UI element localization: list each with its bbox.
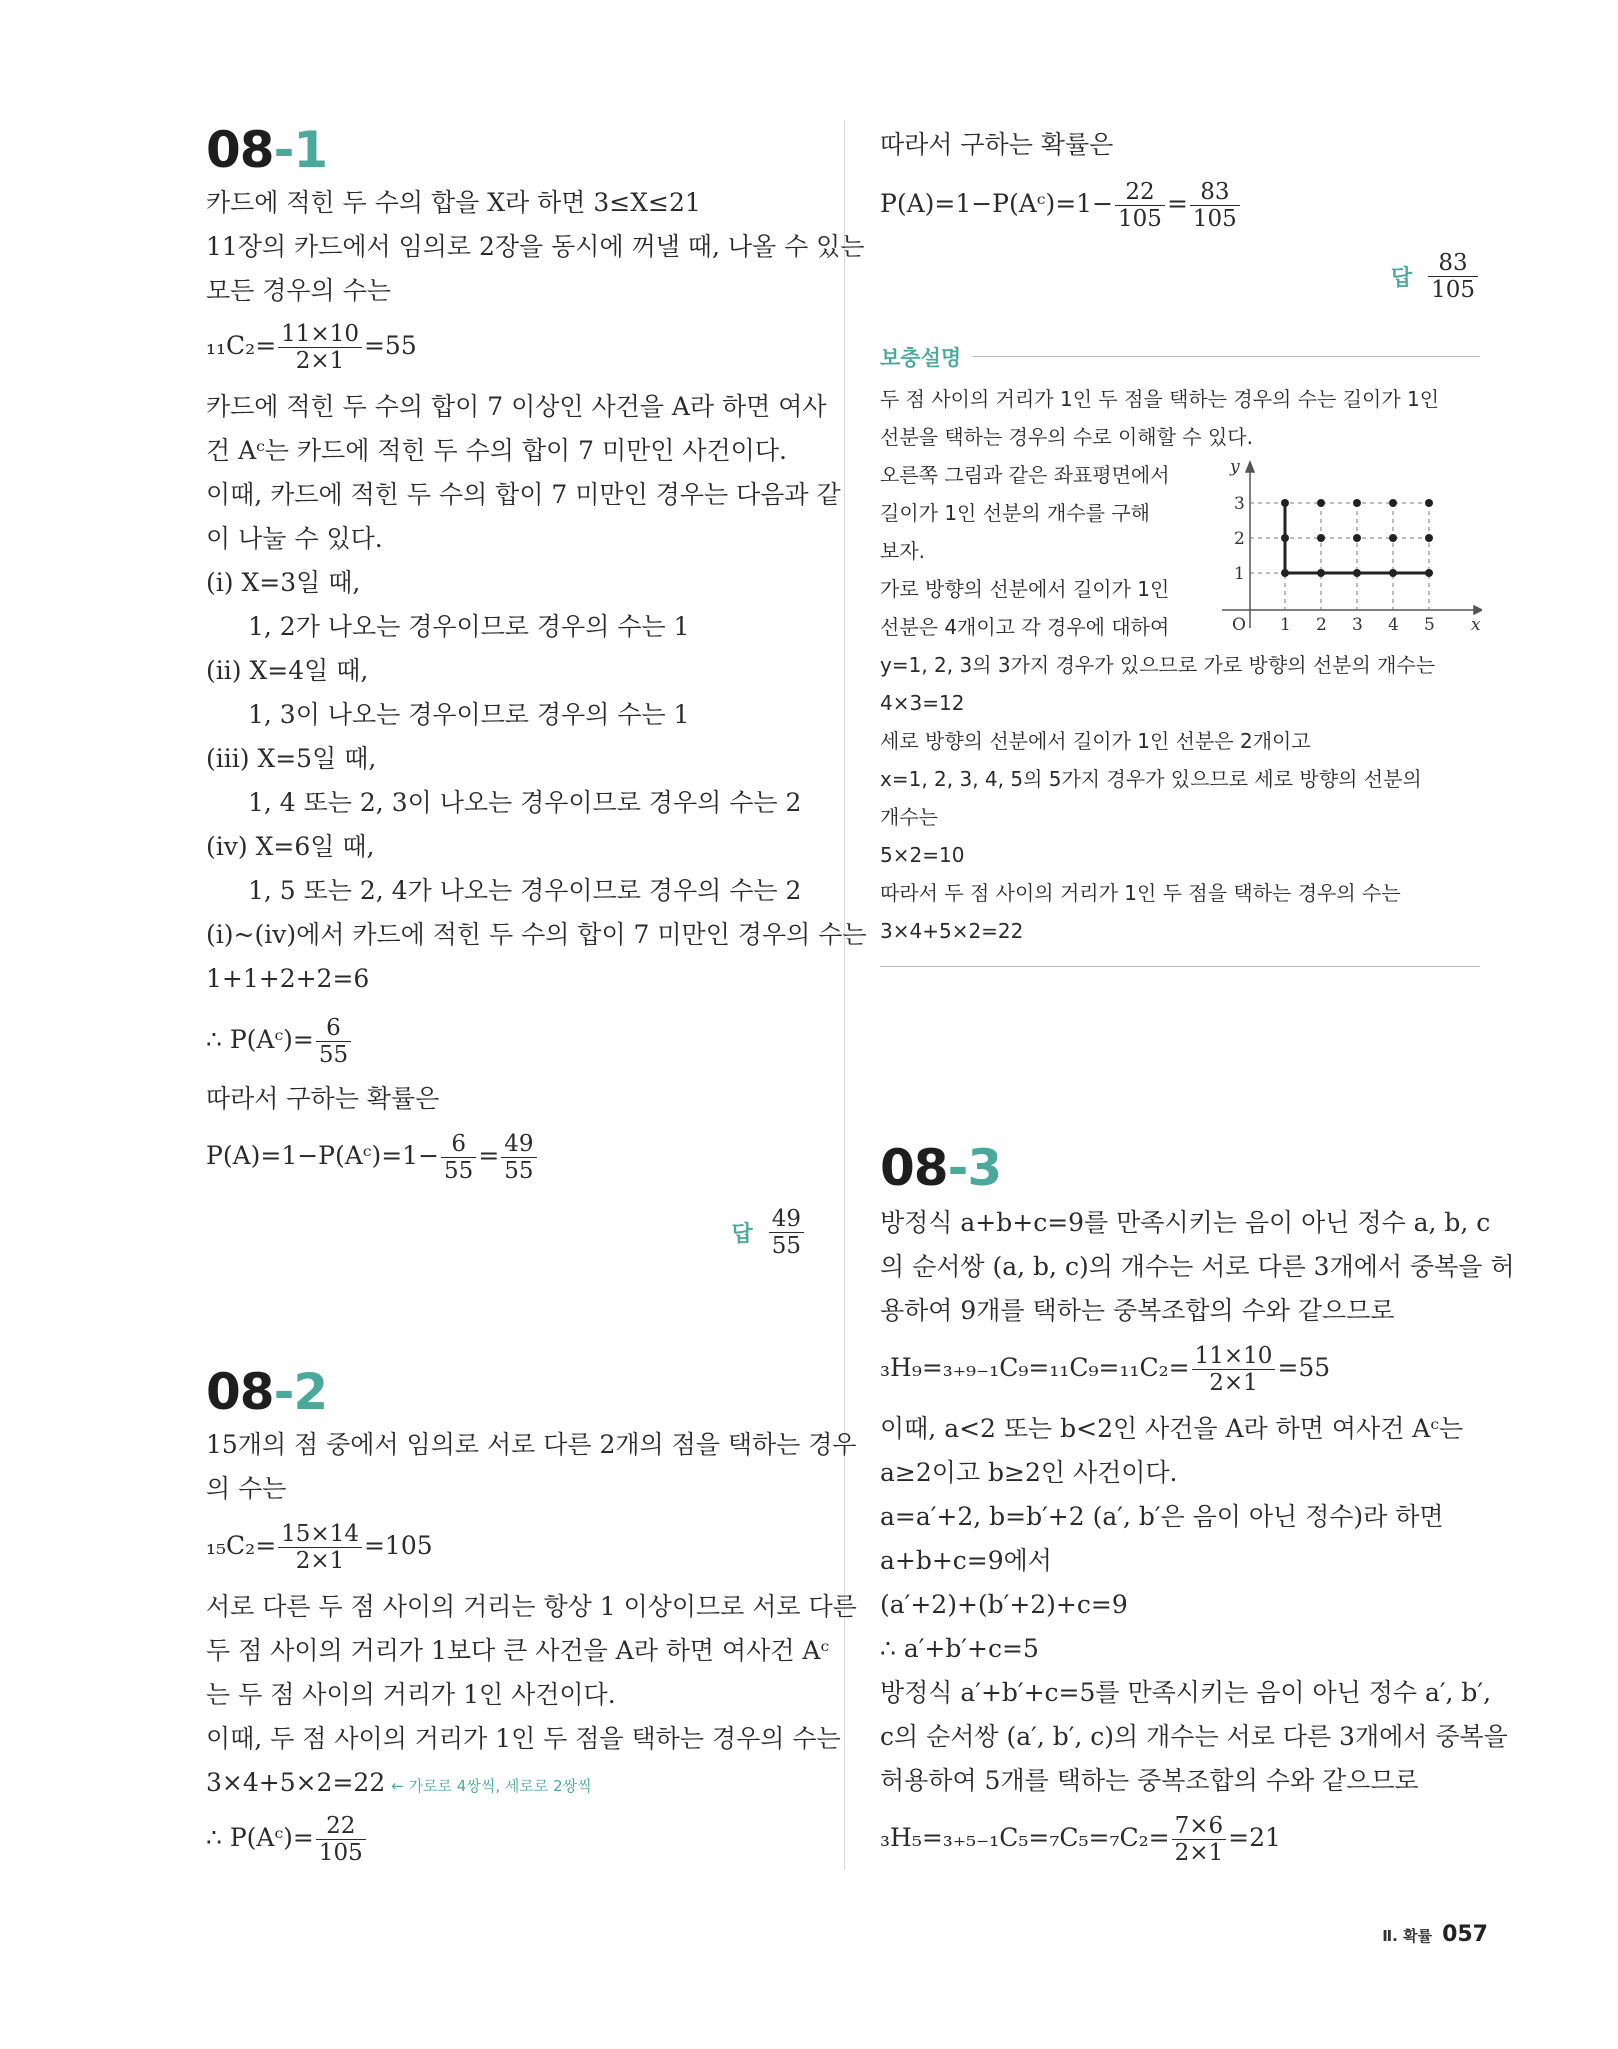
text-line: 1+1+2+2=6 — [206, 964, 370, 993]
supplement-line: 선분을 택하는 경우의 수로 이해할 수 있다. — [880, 425, 1253, 449]
case-text: 1, 5 또는 2, 4가 나오는 경우이므로 경우의 수는 2 — [248, 876, 802, 905]
text-line: ∴ a′+b′+c=5 — [880, 1634, 1039, 1663]
case-label: (ⅳ) X=6일 때, — [206, 832, 375, 861]
x-axis-arrow — [1474, 606, 1482, 614]
calc-line: 3×4+5×2=22 ← 가로로 4쌍씩, 세로로 2쌍씩 — [206, 1768, 592, 1797]
supplement-line: 3×4+5×2=22 — [880, 919, 1024, 943]
y-axis-label: y — [1230, 458, 1240, 477]
text-line: 건 Aᶜ는 카드에 적힌 두 수의 합이 7 미만인 사건이다. — [206, 436, 787, 465]
text-line: 허용하여 5개를 택하는 중복조합의 수와 같으므로 — [880, 1766, 1419, 1795]
case-label: (ⅰ) X=3일 때, — [206, 568, 361, 597]
text-line: 카드에 적힌 두 수의 합을 X라 하면 3≤X≤21 — [206, 188, 701, 217]
text-line: 의 순서쌍 (a, b, c)의 개수는 서로 다른 3개에서 중복을 허 — [880, 1252, 1515, 1281]
text-line: 이 나눌 수 있다. — [206, 524, 383, 553]
equation-probability-complement: ∴ P(Aᶜ)= $\frac{22}{105}$ — [206, 1810, 368, 1866]
x-axis-label: x — [1471, 615, 1481, 635]
equation-probability-complement: ∴ P(Aᶜ)= $\frac{6}{55}$ — [206, 1012, 353, 1068]
y-tick-label: 2 — [1234, 529, 1245, 549]
fraction: $\frac{6}{55}$ — [441, 1131, 476, 1184]
x-tick-label: 4 — [1388, 615, 1399, 635]
text-line: (a′+2)+(b′+2)+c=9 — [880, 1590, 1128, 1619]
x-tick-label: 2 — [1316, 615, 1327, 635]
side-note: ← 가로로 4쌍씩, 세로로 2쌍씩 — [391, 1777, 592, 1795]
answer-08-2: 답 $\frac{83}{105}$ — [1391, 250, 1480, 303]
text-line: 모든 경우의 수는 — [206, 276, 391, 305]
fraction: $\frac{83}{105}$ — [1428, 250, 1478, 303]
chapter-label: Ⅱ. 확률 — [1382, 1927, 1433, 1945]
text-line: 두 점 사이의 거리가 1보다 큰 사건을 A라 하면 여사건 Aᶜ — [206, 1636, 830, 1665]
equation-combination: ₁₅C₂= $\frac{15\times 14}{2\times 1}$ =105 — [206, 1521, 433, 1574]
text-line: a≥2이고 b≥2인 사건이다. — [880, 1458, 1178, 1487]
supplement-line: 4×3=12 — [880, 691, 965, 715]
fraction: $\frac{22}{105}$ — [316, 1813, 366, 1866]
case-label: (ⅲ) X=5일 때, — [206, 744, 377, 773]
problem-heading-08-3: 08-3 — [880, 1139, 1002, 1197]
text-line: a=a′+2, b=b′+2 (a′, b′은 음이 아닌 정수)라 하면 — [880, 1502, 1444, 1531]
text-line: 방정식 a′+b′+c=5를 만족시키는 음이 아닌 정수 a′, b′, — [880, 1678, 1492, 1707]
supplement-line: 따라서 두 점 사이의 거리가 1인 두 점을 택하는 경우의 수는 — [880, 881, 1401, 905]
text-line: 이때, 두 점 사이의 거리가 1인 두 점을 택하는 경우의 수는 — [206, 1724, 841, 1753]
case-text: 1, 4 또는 2, 3이 나오는 경우이므로 경우의 수는 2 — [248, 788, 802, 817]
text-line: 15개의 점 중에서 임의로 서로 다른 2개의 점을 택하는 경우 — [206, 1430, 857, 1459]
supplement-line: 보자. — [880, 539, 925, 563]
text-line: 11장의 카드에서 임의로 2장을 동시에 꺼낼 때, 나올 수 있는 — [206, 232, 865, 261]
text-line: (ⅰ)~(ⅳ)에서 카드에 적힌 두 수의 합이 7 미만인 경우의 수는 — [206, 920, 867, 949]
supplement-title: 보충설명 — [880, 346, 962, 370]
text-line: 따라서 구하는 확률은 — [880, 130, 1114, 159]
fraction: $\frac{11\times 10}{2\times 1}$ — [1192, 1343, 1276, 1396]
x-tick-label: 5 — [1424, 615, 1435, 635]
text-line: 서로 다른 두 점 사이의 거리는 항상 1 이상이므로 서로 다른 — [206, 1592, 857, 1621]
text-line: 는 두 점 사이의 거리가 1인 사건이다. — [206, 1680, 616, 1709]
text-line: 이때, 카드에 적힌 두 수의 합이 7 미만인 경우는 다음과 같 — [206, 480, 841, 509]
text-line: 이때, a<2 또는 b<2인 사건을 A라 하면 여사건 Aᶜ는 — [880, 1414, 1464, 1443]
supplement-line: 5×2=10 — [880, 843, 965, 867]
supplement-line: 가로 방향의 선분에서 길이가 1인 — [880, 577, 1170, 601]
fraction: $\frac{7\times 6}{2\times 1}$ — [1172, 1813, 1227, 1866]
fraction: $\frac{6}{55}$ — [316, 1015, 351, 1068]
text-line: a+b+c=9에서 — [880, 1546, 1052, 1575]
y-tick-label: 3 — [1234, 494, 1245, 514]
case-label: (ⅱ) X=4일 때, — [206, 656, 369, 685]
origin-label: O — [1232, 615, 1246, 635]
coordinate-grid-figure — [1212, 458, 1482, 638]
text-line: 용하여 9개를 택하는 중복조합의 수와 같으므로 — [880, 1296, 1395, 1325]
case-text: 1, 3이 나오는 경우이므로 경우의 수는 1 — [248, 700, 690, 729]
text-line: 방정식 a+b+c=9를 만족시키는 음이 아닌 정수 a, b, c — [880, 1208, 1491, 1237]
supplement-line: 두 점 사이의 거리가 1인 두 점을 택하는 경우의 수는 길이가 1인 — [880, 387, 1440, 411]
equation-probability: P(A)=1−P(Aᶜ)=1− $\frac{6}{55}$ = $\frac{49}{55}$ — [206, 1128, 539, 1184]
supplement-line: x=1, 2, 3, 4, 5의 5가지 경우가 있으므로 세로 방향의 선분의 — [880, 767, 1422, 791]
supplement-line: 세로 방향의 선분에서 길이가 1인 선분은 2개이고 — [880, 729, 1311, 753]
fraction: $\frac{15\times 14}{2\times 1}$ — [278, 1521, 362, 1574]
text-line: 따라서 구하는 확률은 — [206, 1084, 440, 1113]
problem-heading-08-2: 08-2 — [206, 1363, 328, 1421]
page-footer — [1382, 1922, 1488, 1947]
text-line: c의 순서쌍 (a′, b′, c)의 개수는 서로 다른 3개에서 중복을 — [880, 1722, 1508, 1751]
case-text: 1, 2가 나오는 경우이므로 경우의 수는 1 — [248, 612, 690, 641]
problem-heading-08-1: 08-1 — [206, 121, 328, 179]
supplement-line: 길이가 1인 선분의 개수를 구해 — [880, 501, 1150, 525]
equation-combination: ₁₁C₂= $\frac{11\times 10}{2\times 1}$ =55 — [206, 321, 417, 374]
fraction: $\frac{49}{55}$ — [769, 1206, 804, 1259]
fraction: $\frac{22}{105}$ — [1115, 179, 1165, 232]
equation-multichoose: ₃H₉=₃₊₉₋₁C₉=₁₁C₉=₁₁C₂= $\frac{11\times 10}{2\times 1}$ =55 — [880, 1343, 1331, 1396]
y-axis-arrow — [1246, 462, 1254, 472]
answer-08-1: 답 $\frac{49}{55}$ — [731, 1206, 806, 1259]
supplement-line: y=1, 2, 3의 3가지 경우가 있으므로 가로 방향의 선분의 개수는 — [880, 653, 1436, 677]
fraction: $\frac{83}{105}$ — [1190, 179, 1240, 232]
y-tick-label: 1 — [1234, 564, 1245, 584]
equation-multichoose: ₃H₅=₃₊₅₋₁C₅=₇C₅=₇C₂= $\frac{7\times 6}{2\times 1}$ =21 — [880, 1813, 1281, 1866]
page-number: 057 — [1442, 1922, 1488, 1947]
supplement-line: 선분은 4개이고 각 경우에 대하여 — [880, 615, 1170, 639]
supplement-bottom-rule — [880, 966, 1480, 967]
equation-probability: P(A)=1−P(Aᶜ)=1− $\frac{22}{105}$ = $\frac{83}{105}$ — [880, 176, 1242, 232]
text-line: 의 수는 — [206, 1474, 287, 1503]
text-line: 카드에 적힌 두 수의 합이 7 이상인 사건을 A라 하면 여사 — [206, 392, 827, 421]
supplement-line: 오른쪽 그림과 같은 좌표평면에서 — [880, 463, 1170, 487]
x-tick-label: 3 — [1352, 615, 1363, 635]
fraction: $\frac{11\times 10}{2\times 1}$ — [278, 321, 362, 374]
supplement-title-rule — [972, 356, 1480, 357]
x-tick-label: 1 — [1280, 615, 1291, 635]
supplement-line: 개수는 — [880, 805, 938, 829]
fraction: $\frac{49}{55}$ — [501, 1131, 536, 1184]
